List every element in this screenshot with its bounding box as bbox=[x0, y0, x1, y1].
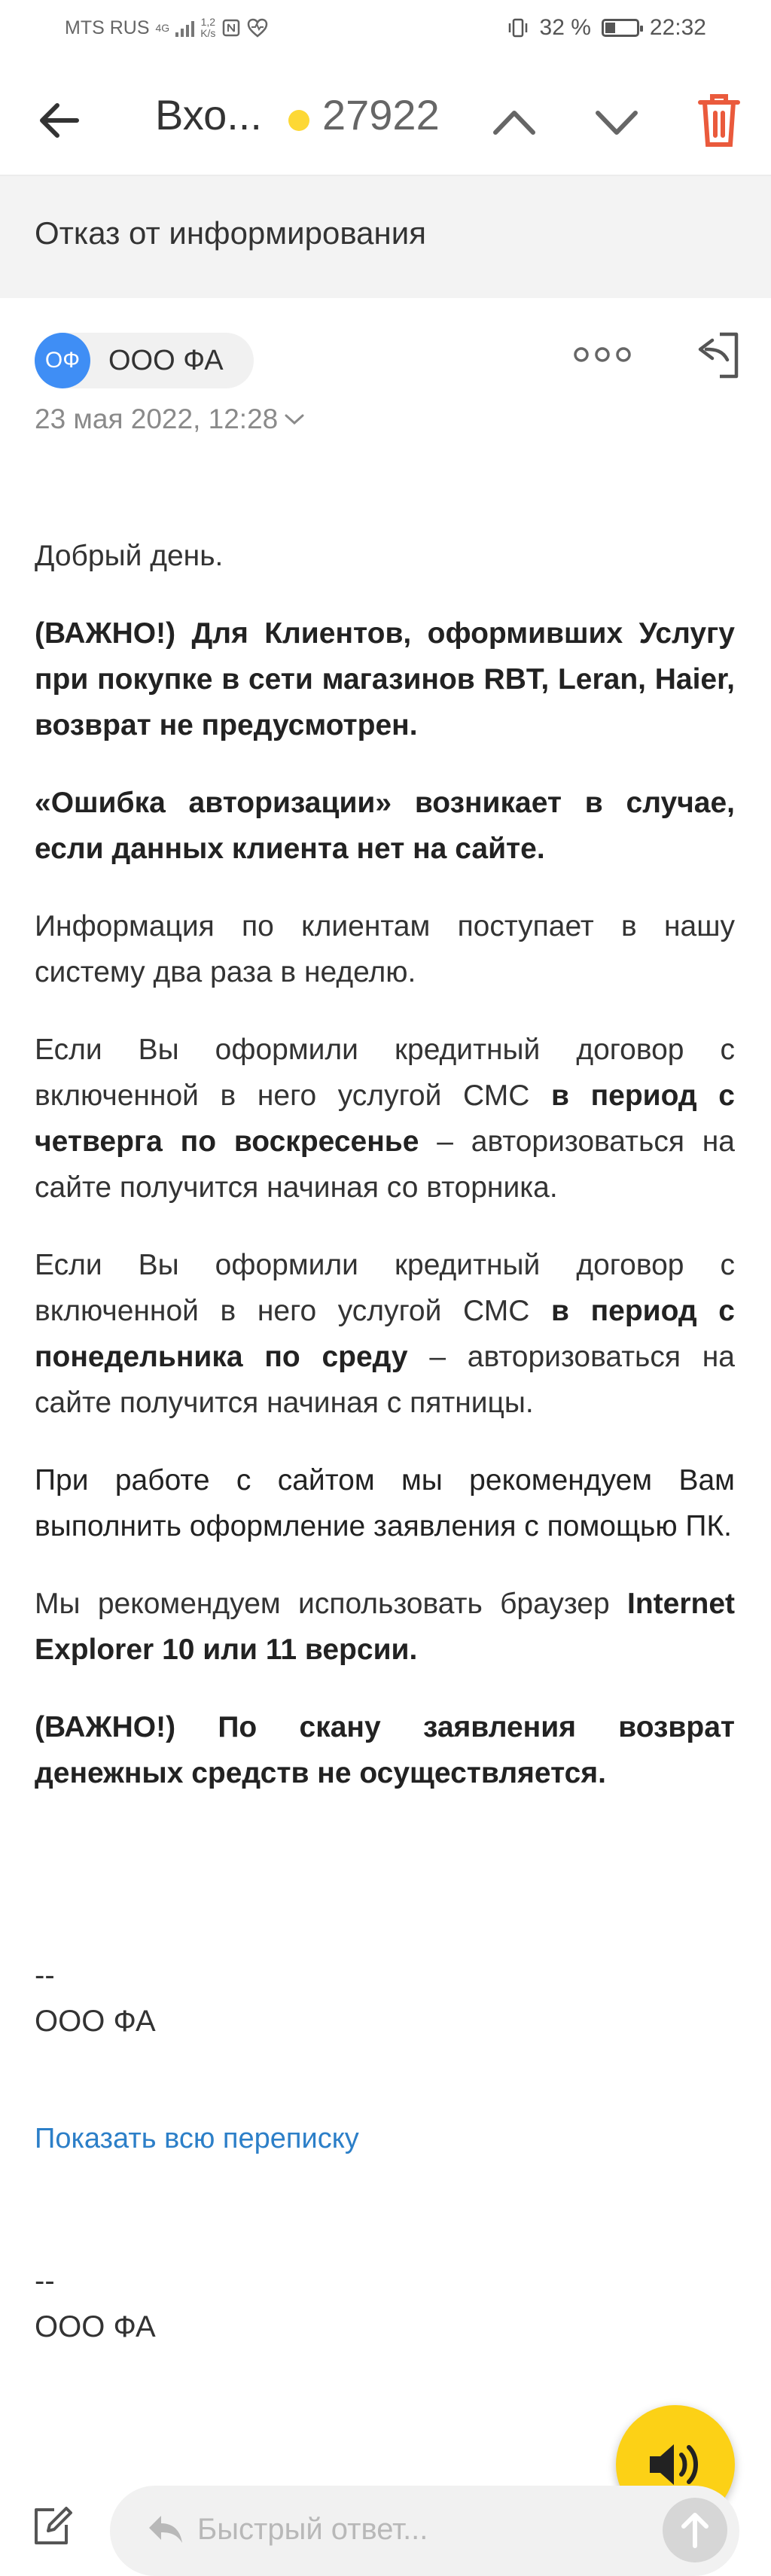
reply-icon[interactable] bbox=[690, 330, 742, 382]
email-subject: Отказ от информирования bbox=[35, 215, 426, 251]
quick-reply-placeholder: Быстрый ответ... bbox=[197, 2513, 428, 2546]
unread-count: 27922 bbox=[322, 91, 440, 139]
speed-unit: K/s bbox=[200, 27, 216, 39]
body-paragraph-3: Информация по клиентам поступает в нашу систему два раза в неделю. bbox=[35, 910, 735, 988]
send-icon bbox=[663, 2498, 727, 2562]
clock: 22:32 bbox=[649, 15, 706, 40]
trash-icon[interactable] bbox=[693, 90, 745, 151]
status-right bbox=[507, 15, 706, 41]
network-speed bbox=[200, 17, 215, 39]
back-arrow-icon[interactable] bbox=[33, 94, 86, 147]
email-body bbox=[35, 533, 735, 1828]
show-thread-link[interactable]: Показать всю переписку bbox=[35, 2123, 359, 2154]
signature-name: ООО ФА bbox=[35, 2005, 156, 2038]
signature bbox=[35, 1953, 156, 2045]
signature-dash: -- bbox=[35, 1959, 55, 1992]
body-paragraph-7: Мы рекомендуем использовать браузер Internet Explorer 10 или 11 версии. bbox=[35, 1588, 735, 1666]
battery-percent: 32 % bbox=[539, 15, 591, 40]
reply-arrow-icon bbox=[146, 2513, 184, 2546]
body-paragraph-1: (ВАЖНО!) Для Клиентов, оформивших Услугу при покупке в сети магазинов RBT, Leran, Haier, возврат не предусмотрен. bbox=[35, 617, 735, 741]
date-text: 23 мая 2022, 12:28 bbox=[35, 403, 279, 434]
subject-bar bbox=[0, 176, 771, 298]
body-paragraph-2: «Ошибка авторизации» возникает в случае, если данных клиента нет на сайте. bbox=[35, 787, 735, 865]
compose-icon[interactable] bbox=[30, 2504, 75, 2549]
chevron-down-icon[interactable] bbox=[590, 96, 643, 149]
speaker-icon bbox=[645, 2438, 705, 2491]
sender-chip[interactable] bbox=[35, 333, 254, 388]
battery-fill bbox=[605, 23, 615, 33]
nfc-icon bbox=[221, 18, 241, 38]
body-paragraph-8: (ВАЖНО!) По скану заявления возврат денежных средств не осуществляется. bbox=[35, 1711, 735, 1789]
quick-reply-input[interactable] bbox=[110, 2486, 739, 2576]
send-button[interactable] bbox=[663, 2498, 727, 2562]
signature-quoted-dash: -- bbox=[35, 2264, 55, 2297]
sender-name: ООО ФА bbox=[108, 344, 224, 376]
more-dots-icon[interactable] bbox=[572, 343, 632, 366]
signature-quoted bbox=[35, 2258, 156, 2350]
body-greeting: Добрый день. bbox=[35, 540, 224, 572]
battery-icon bbox=[602, 19, 639, 37]
signature-quoted-name: ООО ФА bbox=[35, 2310, 156, 2343]
avatar-initials: ОФ bbox=[44, 348, 81, 373]
vibrate-icon bbox=[507, 17, 529, 39]
unread-dot bbox=[288, 110, 309, 131]
chevron-down-small-icon bbox=[284, 412, 305, 427]
toolbar bbox=[0, 60, 771, 176]
signal-icon bbox=[175, 19, 194, 37]
carrier-name: MTS RUS bbox=[65, 17, 150, 38]
status-left bbox=[65, 17, 268, 39]
speed-value: 1,2 bbox=[200, 16, 216, 28]
body-paragraph-4: Если Вы оформили кредитный договор с включенной в него услугой СМС в период с четверга по воскресенье – авторизоваться на сайте получится начиная со вторника. bbox=[35, 1034, 735, 1204]
avatar bbox=[35, 333, 90, 388]
status-bar bbox=[0, 0, 771, 59]
folder-title[interactable]: Вхо... bbox=[155, 91, 262, 139]
network-type: 4G bbox=[155, 22, 170, 34]
body-paragraph-6: При работе с сайтом мы рекомендуем Вам выполнить оформление заявления с помощью ПК. bbox=[35, 1464, 735, 1542]
health-icon bbox=[247, 18, 268, 38]
chevron-up-icon[interactable] bbox=[488, 96, 541, 149]
email-date[interactable] bbox=[35, 403, 305, 435]
body-paragraph-5: Если Вы оформили кредитный договор с включенной в него услугой СМС в период с понедельника по среду – авторизоваться на сайте получится начиная с пятницы. bbox=[35, 1249, 735, 1419]
